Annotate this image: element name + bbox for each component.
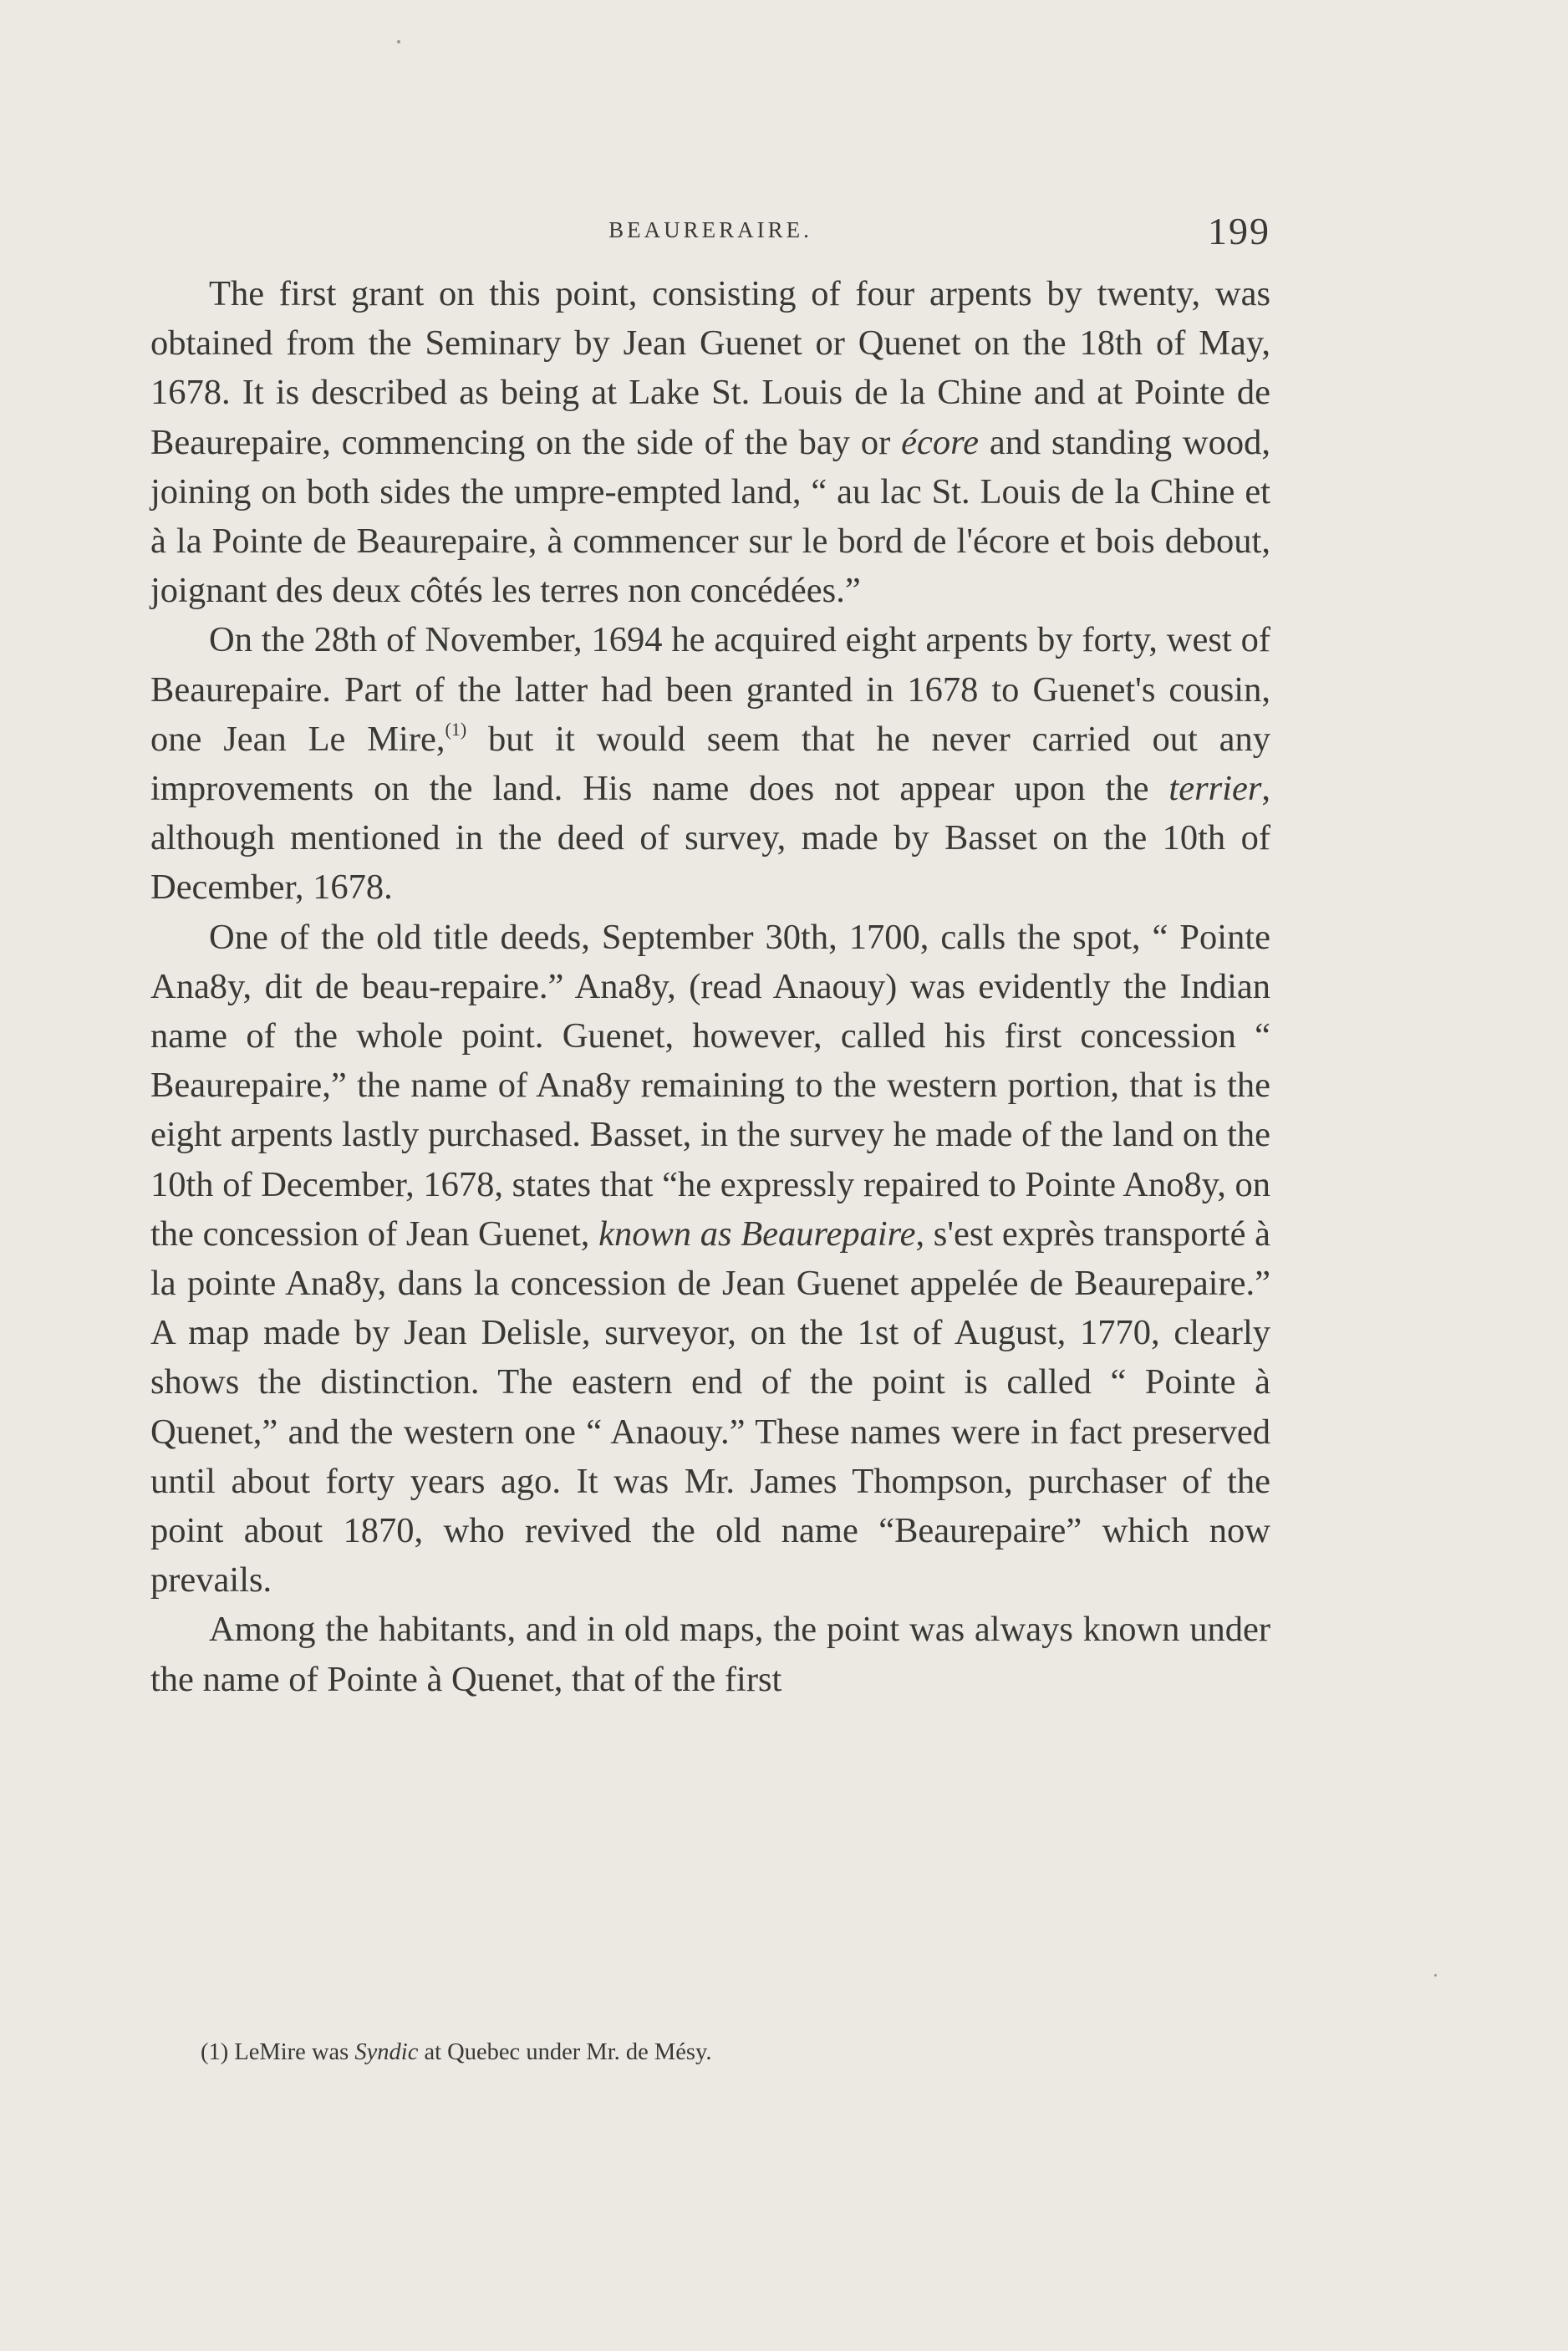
paragraph-text: , s'est exprès transporté à la pointe Ana8y, dans la concession de Jean Guenet appelée de Beaurepaire.” A map made by Jean Delisle, surveyor, on the 1st of August, 1770, clearly shows the distinction. The eastern end of the point is called “ Pointe à Quenet,” and the western one “ Anaouy.” These names were in fact preserved until about forty years ago. It was Mr. James Thompson, purchaser of the point about 1870, who revived the old name “Beaurepaire” which now prevails. xyxy=(150,1214,1270,1600)
footnote-marker: (1) xyxy=(201,2039,229,2065)
footnote xyxy=(201,2036,1270,2069)
paragraph-text: On the 28th of November, 1694 he acquired eight arpents by forty, west of Beaurepaire. Part of the latter had been granted in 1678 to Guenet's cousin, one Jean Le Mire, xyxy=(150,620,1270,759)
paragraph-text: Among the habitants, and in old maps, the point was always known under the name of Pointe à Quenet, that of the first xyxy=(150,1610,1270,1699)
italic-term-terrier: terrier xyxy=(1168,769,1262,809)
paragraph-1 xyxy=(150,269,1270,615)
paragraph-2 xyxy=(150,615,1270,912)
footnote-text: LeMire was xyxy=(228,2039,355,2065)
paragraph-4 xyxy=(150,1605,1270,1703)
footnote-italic: Syndic xyxy=(354,2039,419,2065)
paragraph-text: but it would seem that he never carried out any improvements on the land. His name does not appear upon the xyxy=(150,719,1270,809)
paragraph-text: One of the old title deeds, September 30th, 1700, calls the spot, “ Pointe Ana8y, dit de beau-repaire.” Ana8y, (read Anaouy) was evidently the Indian name of the whole point. Guenet, however, called his first concession “ Beaurepaire,” the name of Ana8y remaining to the western portion, that is the eight arpents lastly purchased. Basset, in the survey he made of the land on the 10th of December, 1678, states that “he expressly repaired to Pointe Ano8y, on the concession of Jean Guenet, xyxy=(150,917,1270,1254)
footnote-text: at Quebec under Mr. de Mésy. xyxy=(418,2039,712,2065)
italic-phrase-known-as: known as Beaurepaire xyxy=(598,1214,916,1254)
page-number: 199 xyxy=(1208,210,1270,252)
paragraph-text: and standing wood, joining on both sides the umpre-empted land, “ au lac St. Louis de la Chine et à la Pointe de Beaurepaire, à commencer sur le bord de l'écore et bois debout, joignant des deux côtés les terres non concédées.” xyxy=(150,422,1271,611)
paper-speck xyxy=(397,40,400,43)
paragraph-text: The first grant on this point, consisting of four arpents by twenty, was obtained from the Seminary by Jean Guenet or Quenet on the 18th of May, 1678. It is described as being at Lake St. Louis de la Chine and at Pointe de Beaurepaire, commencing on the side of the bay or xyxy=(150,274,1270,462)
footnote-reference: (1) xyxy=(445,718,467,740)
running-title: BEAURERAIRE. xyxy=(608,217,812,242)
paragraph-text: , although mentioned in the deed of survey, made by Basset on the 10th of December, 1678. xyxy=(150,769,1270,908)
running-head xyxy=(150,210,1270,264)
paragraph-3 xyxy=(150,913,1270,1605)
italic-term-ecore: écore xyxy=(901,422,979,462)
paper-speck xyxy=(1434,1974,1437,1977)
body-text xyxy=(150,269,1270,1704)
